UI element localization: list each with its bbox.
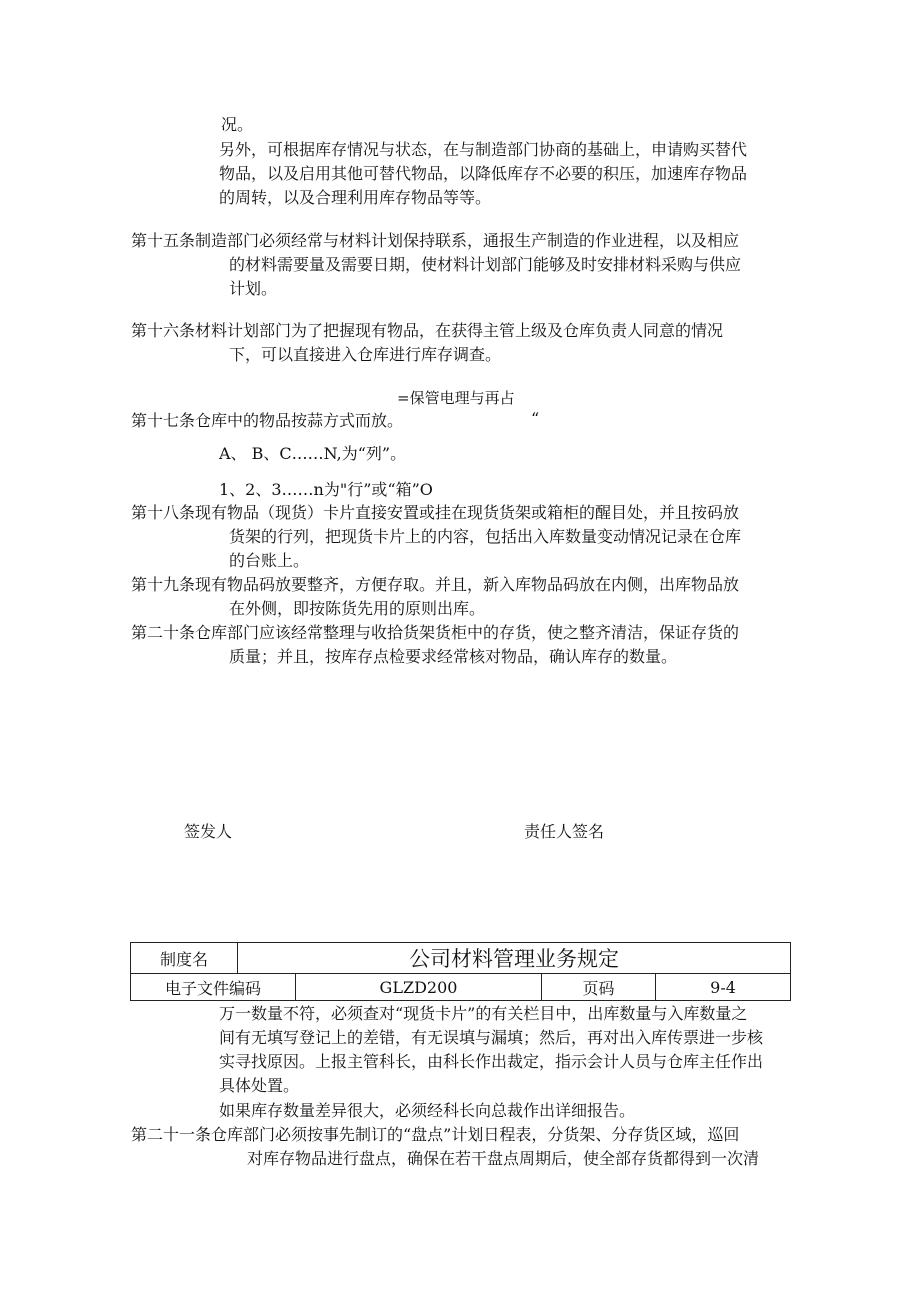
text-line: 另外，可根据库存情况与状态，在与制造部门协商的基础上，申请购买替代 bbox=[219, 140, 748, 159]
text-line: 实寻找原因。上报主管科长，由科长作出裁定，指示会计人员与仓库主任作出 bbox=[219, 1052, 764, 1071]
text-line: 物品，以及启用其他可替代物品，以降低库存不必要的积压，加速库存物品 bbox=[219, 164, 748, 183]
text-line: 计划。 bbox=[229, 279, 278, 298]
text-line: 具体处置。 bbox=[219, 1076, 300, 1095]
text-line: 况。 bbox=[221, 115, 254, 134]
text-line: 如果库存数量差异很大，必须经科长向总裁作出详细报告。 bbox=[219, 1101, 636, 1120]
section-title: =保管电理与再占 bbox=[397, 389, 515, 407]
responsible-signature-label: 责任人签名 bbox=[524, 822, 605, 841]
text-line: 对库存物品进行盘点，确保在若干盘点周期后，使全部存货都得到一次清 bbox=[247, 1149, 760, 1168]
article-21: 第二十一条仓库部门必须按事先制订的“盘点”计划日程表，分货架、分存货区域，巡回 bbox=[131, 1125, 740, 1144]
table-row bbox=[131, 943, 791, 974]
article-20: 第二十条仓库部门应该经常整理与收拾货架货柜中的存货，使之整齐清洁，保证存货的 bbox=[131, 623, 740, 642]
text-line: 的周转，以及合理利用库存物品等等。 bbox=[219, 188, 492, 207]
text-line: A、 B、C……N,为“列”。 bbox=[219, 444, 407, 463]
quote-mark: “ bbox=[531, 409, 540, 428]
document-header-table bbox=[130, 942, 791, 1001]
issuer-label: 签发人 bbox=[184, 822, 233, 841]
document-title: 公司材料管理业务规定 bbox=[238, 943, 791, 974]
text-line: 质量；并且，按库存点检要求经常核对物品，确认库存的数量。 bbox=[229, 647, 678, 666]
text-line: 万一数量不符，必须查对“现货卡片”的有关栏目中，出库数量与入库数量之 bbox=[219, 1004, 748, 1023]
code-value-cell: GLZD200 bbox=[296, 974, 542, 1001]
text-line: 的材料需要量及需要日期，使材料计划部门能够及时安排材料采购与供应 bbox=[229, 255, 742, 274]
page-label-cell: 页码 bbox=[542, 974, 656, 1001]
article-15: 第十五条制造部门必须经常与材料计划保持联系，通报生产制造的作业进程，以及相应 bbox=[131, 231, 740, 250]
article-17: 第十七条仓库中的物品按蒜方式而放。 bbox=[131, 411, 404, 430]
text-line: 1、2、3……n为"行”或“箱”O bbox=[219, 480, 433, 499]
code-label-cell: 电子文件编码 bbox=[131, 974, 296, 1001]
text-line: 间有无填写登记上的差错，有无误填与漏填；然后，再对出入库传票进一步核 bbox=[219, 1028, 764, 1047]
page-number: 9-4 bbox=[656, 974, 791, 1001]
text-line: 在外侧，即按陈货先用的原则出库。 bbox=[229, 599, 486, 618]
article-19: 第十九条现有物品码放要整齐，方便存取。并且，新入库物品码放在内侧，出库物品放 bbox=[131, 575, 740, 594]
text-line: 货架的行列，把现货卡片上的内容，包括出入库数量变动情况记录在仓库 bbox=[229, 527, 742, 546]
table-row bbox=[131, 974, 791, 1001]
text-line: 下，可以直接进入仓库进行库存调查。 bbox=[229, 345, 502, 364]
name-label-cell: 制度名 bbox=[131, 943, 238, 974]
article-18: 第十八条现有物品（现货）卡片直接安置或挂在现货货架或箱柜的醒目处，并且按码放 bbox=[131, 503, 740, 522]
article-16: 第十六条材料计划部门为了把握现有物品，在获得主管上级及仓库负责人同意的情况 bbox=[131, 321, 724, 340]
text-line: 的台账上。 bbox=[229, 551, 310, 570]
